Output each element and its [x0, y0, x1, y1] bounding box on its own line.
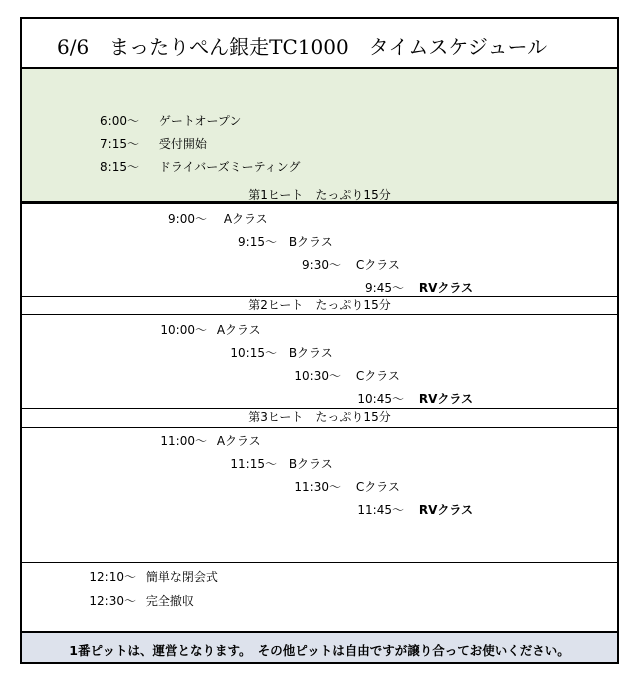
session-class: Cクラス — [355, 369, 400, 383]
session-class: Aクラス — [216, 434, 261, 448]
heat-title: 第3ヒート たっぷり15分 — [248, 410, 391, 424]
session-time: 9:30〜 — [302, 258, 341, 272]
session-row — [276, 369, 400, 383]
opening-label: ゲートオープン — [158, 114, 242, 128]
session-time: 9:00〜 — [168, 212, 207, 226]
footer-note-bar — [22, 631, 617, 662]
opening-item — [84, 114, 241, 128]
closing-time: 12:10〜 — [89, 570, 136, 584]
session-class: RVクラス — [418, 503, 473, 517]
heat-title: 第1ヒート たっぷり15分 — [248, 188, 391, 202]
session-row — [342, 392, 473, 406]
opening-label: ドライバーズミーティング — [158, 160, 301, 174]
session-row — [147, 434, 261, 448]
heat-divider — [22, 314, 617, 315]
opening-item — [84, 160, 300, 174]
session-row — [209, 457, 333, 471]
opening-item — [84, 137, 207, 151]
heat-divider — [22, 296, 617, 297]
session-time: 11:45〜 — [357, 503, 404, 517]
opening-section — [22, 69, 617, 203]
closing-label: 完全撤収 — [145, 594, 194, 608]
heat-divider — [22, 203, 617, 204]
closing-item — [74, 570, 218, 584]
session-class: Cクラス — [355, 258, 400, 272]
closing-time: 12:30〜 — [89, 594, 136, 608]
session-class: RVクラス — [418, 392, 473, 406]
session-class: Aクラス — [216, 323, 261, 337]
session-time: 9:15〜 — [238, 235, 277, 249]
closing-item — [74, 594, 194, 608]
session-class: RVクラス — [418, 281, 473, 295]
session-class: Bクラス — [288, 235, 333, 249]
opening-label: 受付開始 — [158, 137, 207, 151]
session-class: Bクラス — [288, 457, 333, 471]
heat-title: 第2ヒート たっぷり15分 — [248, 298, 391, 312]
heat-divider — [22, 408, 617, 409]
opening-time: 8:15〜 — [100, 160, 139, 174]
session-row — [342, 281, 473, 295]
session-time: 11:30〜 — [294, 480, 341, 494]
session-class: Bクラス — [288, 346, 333, 360]
session-row — [209, 346, 333, 360]
session-row — [342, 503, 473, 517]
schedule-title-bar — [22, 19, 617, 69]
session-time: 11:15〜 — [230, 457, 277, 471]
session-time: 10:45〜 — [357, 392, 404, 406]
session-time: 9:45〜 — [365, 281, 404, 295]
session-row — [209, 235, 333, 249]
opening-time: 6:00〜 — [100, 114, 139, 128]
session-time: 10:15〜 — [230, 346, 277, 360]
session-row — [147, 212, 268, 226]
session-class: Cクラス — [355, 480, 400, 494]
opening-time: 7:15〜 — [100, 137, 139, 151]
session-time: 11:00〜 — [160, 434, 207, 448]
schedule-sheet — [20, 17, 619, 664]
session-class: Aクラス — [223, 212, 268, 226]
closing-divider — [22, 562, 617, 563]
closing-label: 簡単な閉会式 — [145, 570, 218, 584]
schedule-title: 6/6 まったりぺん銀走TC1000 タイムスケジュール — [57, 35, 548, 59]
footer-note: 1番ピットは、運営となります。 その他ピットは自由ですが譲り合ってお使いください。 — [69, 643, 570, 658]
heat-divider — [22, 427, 617, 428]
session-row — [276, 480, 400, 494]
session-time: 10:30〜 — [294, 369, 341, 383]
session-row — [276, 258, 400, 272]
session-time: 10:00〜 — [160, 323, 207, 337]
session-row — [147, 323, 261, 337]
